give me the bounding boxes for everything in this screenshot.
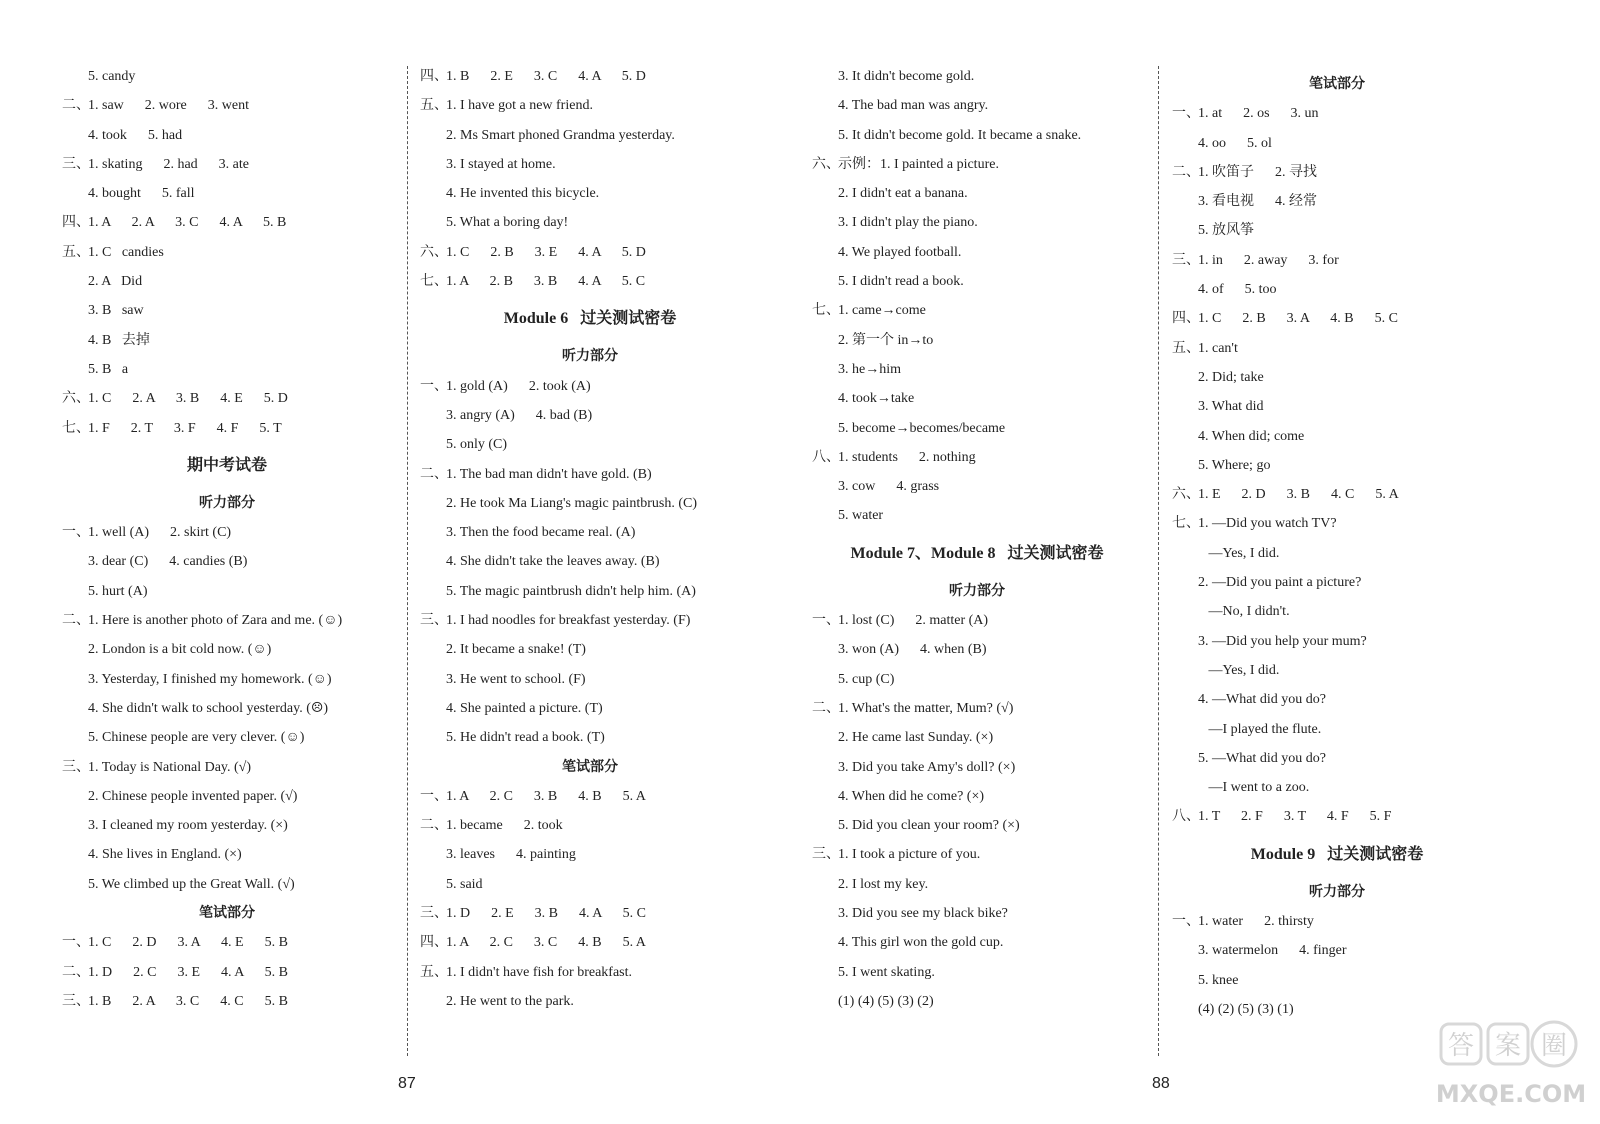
answer-line: 3. Did you see my black bike? <box>838 906 1008 922</box>
answer-order-line: (1) (4) (5) (3) (2) <box>838 993 934 1009</box>
question-number: 三、 <box>62 993 90 1009</box>
answer-line: 2. He went to the park. <box>446 993 574 1009</box>
answer-line: 2. 第一个 in→to <box>838 332 934 348</box>
answer-line: 5. knee <box>1198 972 1239 988</box>
question-line <box>420 91 760 120</box>
answer-line: 4. The bad man was angry. <box>838 98 989 114</box>
subsection-heading: 笔试部分 <box>562 759 618 775</box>
question-line <box>62 150 392 179</box>
answer-line: 4. She lives in England. (×) <box>88 847 242 863</box>
answer-line: 5. B a <box>88 361 129 377</box>
question-line <box>420 460 760 489</box>
subsection-heading: 听力部分 <box>949 583 1005 599</box>
answer-line: 4. oo 5. ol <box>1198 135 1272 151</box>
question-line <box>1172 509 1502 538</box>
answer-text: 1. I have got a new friend. <box>446 98 593 114</box>
question-number: 六、 <box>812 156 840 172</box>
subsection-heading: 听力部分 <box>1309 884 1365 900</box>
answer-text: 1. I didn't have fish for breakfast. <box>446 964 633 980</box>
answer-line: (4) (2) (5) (3) (1) <box>1198 1001 1294 1017</box>
answer-line: 3. cow 4. grass <box>838 479 940 495</box>
answer-line: —I went to a zoo. <box>1198 780 1310 796</box>
answer-line: 4. of 5. too <box>1198 282 1277 298</box>
question-number: 七、 <box>1172 516 1200 532</box>
question-line <box>420 782 760 811</box>
page-number-right: 88 <box>1152 1075 1170 1092</box>
question-line <box>420 606 760 635</box>
answer-text: 1. What's the matter, Mum? (√) <box>838 700 1014 716</box>
answer-text: 1. C candies <box>88 244 164 260</box>
answer-line: 3. won (A) 4. when (B) <box>838 642 987 658</box>
answer-line: 3. B saw <box>88 303 144 319</box>
question-number: 五、 <box>62 244 90 260</box>
answer-line: 4. She didn't take the leaves away. (B) <box>446 554 660 570</box>
answer-line: 4. When did; come <box>1198 428 1305 444</box>
answer-line: 5. He didn't read a book. (T) <box>446 730 605 746</box>
question-number: 六、 <box>62 391 90 407</box>
question-line <box>1172 334 1502 363</box>
answer-line: 5. What a boring day! <box>446 215 569 231</box>
answer-text: 1. saw 2. wore 3. went <box>88 98 249 114</box>
answer-text: 1. skating 2. had 3. ate <box>88 156 249 172</box>
answer-line: 3. 看电视 4. 经常 <box>1198 194 1317 210</box>
answer-text: 1. F 2. T 3. F 4. F 5. T <box>88 420 282 436</box>
answer-text: 1. A 2. C 3. B 4. B 5. A <box>446 788 646 804</box>
answer-line: 4. took 5. had <box>88 127 183 143</box>
watermark-url: MXQE.COM <box>1436 1080 1586 1108</box>
answer-text: 1. C 2. B 3. E 4. A 5. D <box>446 244 646 260</box>
section-heading: 期中考试卷 <box>186 456 267 474</box>
answer-line: 5. I went skating. <box>838 964 935 980</box>
question-number: 八、 <box>1172 809 1200 825</box>
answer-line: 3. leaves 4. painting <box>446 847 576 863</box>
question-line <box>420 899 760 928</box>
svg-text:答: 答 <box>1447 1031 1475 1061</box>
page-number-left: 87 <box>398 1075 416 1092</box>
question-line <box>420 928 760 957</box>
answer-text: 1. in 2. away 3. for <box>1198 252 1339 268</box>
question-number: 三、 <box>1172 252 1200 268</box>
svg-text:圈: 圈 <box>1540 1031 1568 1061</box>
answer-line: 5. candy <box>88 69 136 84</box>
watermark-logo <box>1436 1014 1586 1114</box>
question-line <box>812 840 1142 869</box>
answer-line: 3. he→him <box>838 361 901 377</box>
answer-line: 3. angry (A) 4. bad (B) <box>446 407 593 423</box>
subsection-heading: 听力部分 <box>199 495 255 511</box>
answer-text: 示例：1. I painted a picture. <box>838 156 999 172</box>
question-number: 一、 <box>62 935 90 951</box>
answer-text: 1. —Did you watch TV? <box>1198 516 1337 532</box>
answer-line: 4. took→take <box>838 391 915 407</box>
answer-text: 1. A 2. C 3. C 4. B 5. A <box>446 935 646 951</box>
answer-line: 3. Did you take Amy's doll? (×) <box>838 759 1016 775</box>
answer-line: 5. Did you clean your room? (×) <box>838 818 1020 834</box>
question-number: 五、 <box>420 964 448 980</box>
answer-line: —Yes, I did. <box>1198 545 1280 561</box>
answer-line: 2. A Did <box>88 274 143 290</box>
subsection-heading: 笔试部分 <box>1309 77 1365 92</box>
question-number: 三、 <box>812 847 840 863</box>
section-heading: Module 6 过关测试密卷 <box>503 310 677 328</box>
answer-line: —Yes, I did. <box>1198 662 1280 678</box>
answer-line: 3. Then the food became real. (A) <box>446 525 636 541</box>
answer-line: 2. I didn't eat a banana. <box>838 186 968 202</box>
question-line <box>812 694 1142 723</box>
subsection-heading: 听力部分 <box>562 349 618 365</box>
question-number: 一、 <box>420 788 448 804</box>
answer-text: 1. E 2. D 3. B 4. C 5. A <box>1198 487 1399 503</box>
answer-text: 1. B 2. E 3. C 4. A 5. D <box>446 69 646 84</box>
question-line <box>420 62 760 91</box>
answer-line: 3. dear (C) 4. candies (B) <box>88 554 248 570</box>
answer-line: 2. Ms Smart phoned Grandma yesterday. <box>446 127 675 143</box>
question-number: 二、 <box>812 700 840 716</box>
question-number: 二、 <box>420 818 448 834</box>
answer-line: 3. watermelon 4. finger <box>1198 943 1347 959</box>
answer-text: 1. can't <box>1198 340 1238 356</box>
question-number: 二、 <box>62 98 90 114</box>
answer-column-3 <box>812 62 1142 1016</box>
question-line <box>62 518 392 547</box>
question-number: 二、 <box>420 466 448 482</box>
question-number: 四、 <box>62 215 90 231</box>
answer-line: 5. The magic paintbrush didn't help him. (A) <box>446 583 696 599</box>
question-line <box>62 606 392 635</box>
answer-line: 5. 放风筝 <box>1198 223 1254 239</box>
answer-text: 1. C 2. D 3. A 4. E 5. B <box>88 935 288 951</box>
question-number: 四、 <box>420 935 448 951</box>
answer-line: 5. become→becomes/became <box>838 420 1006 436</box>
question-number: 二、 <box>62 613 90 629</box>
answer-line: 5. cup (C) <box>838 671 895 687</box>
section-heading: Module 7、Module 8 过关测试密卷 <box>850 544 1104 562</box>
question-line <box>812 296 1142 325</box>
answer-line: 5. It didn't become gold. It became a snake. <box>838 127 1082 143</box>
question-line <box>62 414 392 443</box>
question-line <box>1172 304 1502 333</box>
answer-line: 5. only (C) <box>446 437 508 453</box>
question-number: 三、 <box>62 759 90 775</box>
question-number: 七、 <box>62 420 90 436</box>
answer-line: 2. Did; take <box>1198 369 1264 385</box>
question-line <box>420 372 760 401</box>
answer-text: 1. I took a picture of you. <box>838 847 981 863</box>
answer-line: 5. —What did you do? <box>1198 750 1326 766</box>
question-line <box>420 958 760 987</box>
answer-line: 2. —Did you paint a picture? <box>1198 575 1362 591</box>
answer-line: 5. water <box>838 508 884 524</box>
answer-line: 2. He took Ma Liang's magic paintbrush. (C) <box>446 495 697 511</box>
question-line <box>812 443 1142 472</box>
question-number: 六、 <box>420 244 448 260</box>
answer-line: 5. Where; go <box>1198 457 1271 473</box>
question-line <box>1172 480 1502 509</box>
answer-line: 3. I stayed at home. <box>446 156 556 172</box>
answer-line: 4. —What did you do? <box>1198 692 1326 708</box>
answer-line: —No, I didn't. <box>1198 604 1290 620</box>
question-line <box>420 811 760 840</box>
question-line <box>62 238 392 267</box>
answer-line: 4. He invented this bicycle. <box>446 186 600 202</box>
question-number: 一、 <box>420 378 448 394</box>
question-number: 七、 <box>812 303 840 319</box>
answer-line: 2. He came last Sunday. (×) <box>838 730 994 746</box>
question-number: 五、 <box>1172 340 1200 356</box>
answer-text: 1. Here is another photo of Zara and me. (☺) <box>88 613 343 629</box>
answer-line: 5. I didn't read a book. <box>838 274 964 290</box>
answer-line: 4. B 去掉 <box>88 332 150 348</box>
question-number: 二、 <box>62 964 90 980</box>
answer-text: 1. C 2. A 3. B 4. E 5. D <box>88 391 288 407</box>
question-line <box>1172 99 1502 128</box>
answer-line: 4. She painted a picture. (T) <box>446 700 603 716</box>
question-number: 六、 <box>1172 487 1200 503</box>
question-line <box>420 238 760 267</box>
answer-line: 4. She didn't walk to school yesterday. (☹) <box>88 700 329 716</box>
answer-line: 4. This girl won the gold cup. <box>838 935 1004 951</box>
question-number: 三、 <box>420 613 448 629</box>
section-heading: Module 9 过关测试密卷 <box>1250 845 1424 863</box>
answer-text: 1. at 2. os 3. un <box>1198 106 1319 122</box>
question-line <box>1172 158 1502 187</box>
question-line <box>1172 246 1502 275</box>
question-line <box>420 267 760 296</box>
subsection-heading: 笔试部分 <box>199 906 255 922</box>
question-number: 四、 <box>420 69 448 84</box>
answer-line: 3. —Did you help your mum? <box>1198 633 1367 649</box>
answer-line: 5. said <box>446 876 483 892</box>
answer-line: 5. We climbed up the Great Wall. (√) <box>88 876 295 892</box>
answer-line: 4. bought 5. fall <box>88 186 195 202</box>
question-line <box>1172 802 1502 831</box>
answer-text: 1. water 2. thirsty <box>1198 914 1314 930</box>
answer-text: 1. T 2. F 3. T 4. F 5. F <box>1198 809 1392 825</box>
question-line <box>1172 907 1502 936</box>
question-number: 四、 <box>1172 311 1200 327</box>
answer-line: 2. It became a snake! (T) <box>446 642 586 658</box>
answer-text: 1. B 2. A 3. C 4. C 5. B <box>88 993 288 1009</box>
answer-line: 3. I didn't play the piano. <box>838 215 978 231</box>
question-line <box>62 208 392 237</box>
answer-column-1 <box>62 62 392 1016</box>
answer-line: 3. He went to school. (F) <box>446 671 586 687</box>
answer-text: 1. C 2. B 3. A 4. B 5. C <box>1198 311 1398 327</box>
answer-line: 5. Chinese people are very clever. (☺) <box>88 730 305 746</box>
answer-line: 3. I cleaned my room yesterday. (×) <box>88 818 288 834</box>
answer-line: 2. London is a bit cold now. (☺) <box>88 642 272 658</box>
answer-text: 1. lost (C) 2. matter (A) <box>838 613 989 629</box>
answer-line: —I played the flute. <box>1198 721 1322 737</box>
question-number: 七、 <box>420 274 448 290</box>
question-line <box>62 958 392 987</box>
question-number: 五、 <box>420 98 448 114</box>
question-line <box>812 606 1142 635</box>
column-divider <box>1158 66 1159 1056</box>
svg-text:案: 案 <box>1494 1031 1522 1061</box>
question-number: 三、 <box>420 906 448 922</box>
question-number: 一、 <box>62 525 90 541</box>
answer-line: 3. What did <box>1198 399 1264 415</box>
question-number: 二、 <box>1172 164 1200 180</box>
answer-line: 4. When did he come? (×) <box>838 788 985 804</box>
question-line <box>812 150 1142 179</box>
answer-line: 5. hurt (A) <box>88 583 148 599</box>
answer-line: 3. It didn't become gold. <box>838 69 975 84</box>
answer-text: 1. became 2. took <box>446 818 563 834</box>
answer-line: 4. We played football. <box>838 244 962 260</box>
answer-text: 1. came→come <box>838 303 926 319</box>
answer-text: 1. well (A) 2. skirt (C) <box>88 525 232 541</box>
answer-text: 1. students 2. nothing <box>838 449 976 465</box>
answer-text: 1. 吹笛子 2. 寻找 <box>1198 164 1317 180</box>
question-line <box>62 753 392 782</box>
question-line <box>62 987 392 1016</box>
answer-text: 1. I had noodles for breakfast yesterday. (F) <box>446 613 691 629</box>
question-number: 八、 <box>812 449 840 465</box>
answer-line: 3. Yesterday, I finished my homework. (☺) <box>88 671 332 687</box>
question-number: 一、 <box>812 613 840 629</box>
answer-line: 2. Chinese people invented paper. (√) <box>88 788 298 804</box>
answer-text: 1. D 2. E 3. B 4. A 5. C <box>446 906 646 922</box>
answer-text: 1. Today is National Day. (√) <box>88 759 252 775</box>
answer-column-4 <box>1172 70 1502 1024</box>
answer-text: 1. gold (A) 2. took (A) <box>446 378 591 394</box>
question-number: 一、 <box>1172 914 1200 930</box>
column-divider <box>407 66 408 1056</box>
question-number: 一、 <box>1172 106 1200 122</box>
answer-text: 1. A 2. B 3. B 4. A 5. C <box>446 274 646 290</box>
question-line <box>62 384 392 413</box>
question-line <box>62 928 392 957</box>
answer-column-2 <box>420 62 760 1016</box>
answer-text: 1. The bad man didn't have gold. (B) <box>446 466 652 482</box>
answer-text: 1. D 2. C 3. E 4. A 5. B <box>88 964 288 980</box>
answer-line: 2. I lost my key. <box>838 876 929 892</box>
question-line <box>62 91 392 120</box>
answer-text: 1. A 2. A 3. C 4. A 5. B <box>88 215 287 231</box>
question-number: 三、 <box>62 156 90 172</box>
